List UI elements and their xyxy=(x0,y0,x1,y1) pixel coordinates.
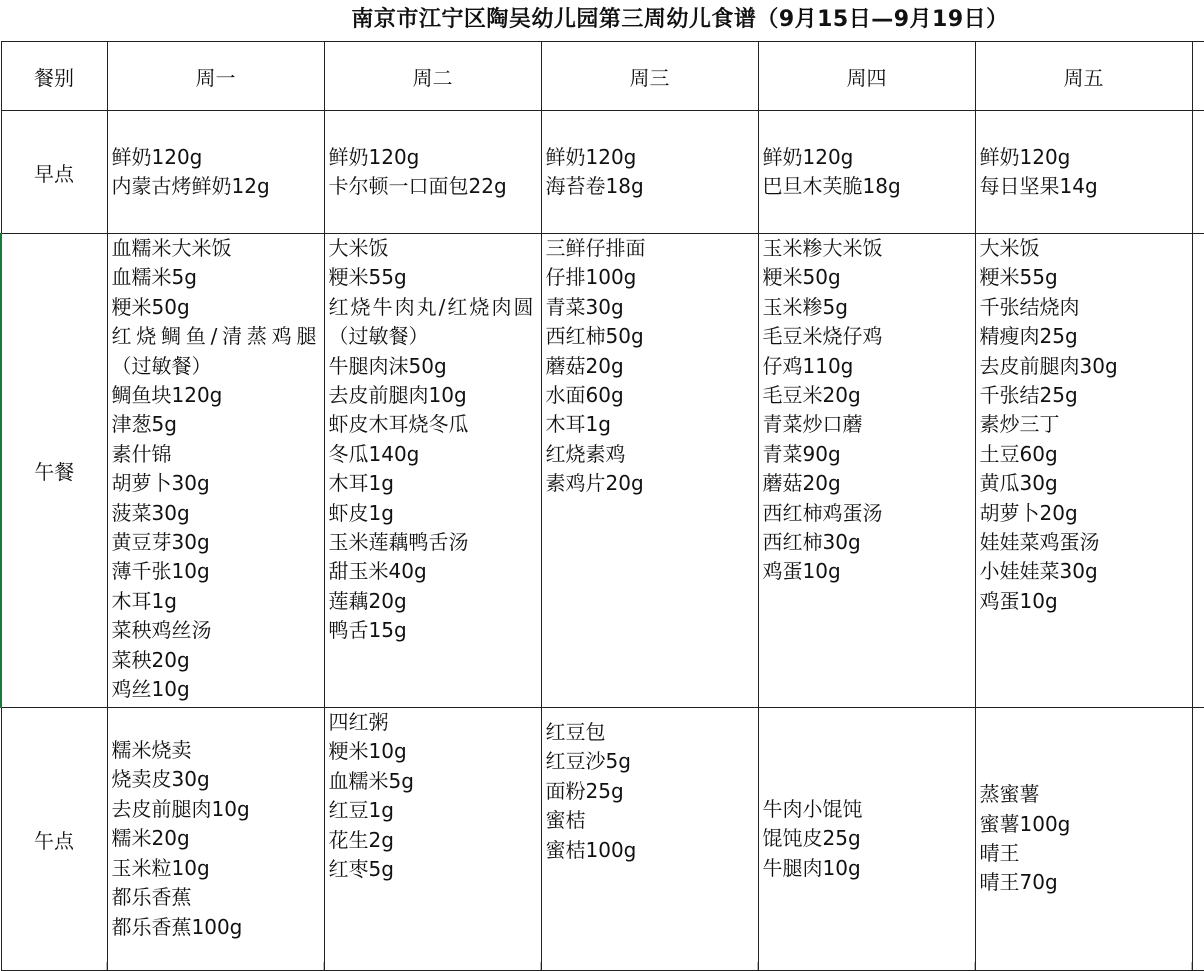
menu-item: 牛肉小馄饨 xyxy=(762,796,863,821)
menu-item: 西红柿鸡蛋汤 xyxy=(762,500,883,525)
menu-item: 青菜30g xyxy=(545,294,624,319)
menu-item: 毛豆米烧仔鸡 xyxy=(762,324,883,349)
menu-cell xyxy=(975,234,1192,708)
menu-item: 红烧牛肉丸/红烧肉圆（过敏餐） xyxy=(328,294,534,349)
menu-item: 玉米莲藕鸭舌汤 xyxy=(328,530,469,555)
extra-cell xyxy=(1192,708,1204,971)
menu-item: 大米饭 xyxy=(328,236,389,260)
menu-cell xyxy=(107,234,324,708)
menu-cell xyxy=(975,708,1192,971)
menu-item: 鲜奶120g xyxy=(111,144,203,169)
menu-item: 西红柿30g xyxy=(762,530,861,555)
menu-item: 鸡蛋10g xyxy=(762,559,841,584)
menu-item: 大米饭 xyxy=(979,236,1040,260)
menu-item: 素什锦 xyxy=(111,441,172,466)
menu-item: 冬瓜140g xyxy=(328,441,420,466)
menu-cell xyxy=(758,111,975,234)
menu-item: 血糯米5g xyxy=(111,265,197,290)
menu-item: 晴王70g xyxy=(979,870,1058,895)
menu-item: 青菜90g xyxy=(762,441,841,466)
menu-item: 胡萝卜20g xyxy=(979,500,1078,525)
menu-item: 菜秧20g xyxy=(111,647,190,672)
menu-item: 虾皮木耳烧冬瓜 xyxy=(328,412,469,437)
menu-item: 莲藕20g xyxy=(328,588,407,613)
menu-item: 西红柿50g xyxy=(545,324,644,349)
menu-item: 蘑菇20g xyxy=(545,353,624,378)
menu-item: 糯米20g xyxy=(111,826,190,851)
menu-item: 精瘦肉25g xyxy=(979,324,1078,349)
menu-item: 巴旦木芙脆18g xyxy=(762,174,901,198)
menu-item: 蘑菇20g xyxy=(762,471,841,496)
menu-item: 鲜奶120g xyxy=(328,144,420,169)
menu-cell xyxy=(107,111,324,234)
menu-item: 红枣5g xyxy=(328,857,394,882)
menu-cell xyxy=(541,234,758,708)
menu-item: 黄豆芽30g xyxy=(111,530,210,555)
meal-row-lunch xyxy=(1,234,1204,708)
menu-item: 津葱5g xyxy=(111,412,177,437)
extra-cell xyxy=(1192,234,1204,708)
menu-item: 虾皮1g xyxy=(328,500,394,525)
meal-label-lunch: 午餐 xyxy=(1,234,107,708)
extra-column xyxy=(1192,42,1204,111)
header-row xyxy=(1,42,1204,111)
menu-item: 去皮前腿肉30g xyxy=(979,353,1118,378)
menu-item: 面粉25g xyxy=(545,778,624,803)
menu-item: 仔排100g xyxy=(545,265,637,290)
menu-item: 胡萝卜30g xyxy=(111,471,210,496)
menu-item: 牛腿肉沫50g xyxy=(328,353,447,378)
menu-item: 烧卖皮30g xyxy=(111,767,210,792)
menu-item: 海苔卷18g xyxy=(545,174,644,198)
menu-item: 蒸蜜薯 xyxy=(979,782,1040,807)
menu-item: 玉米糁5g xyxy=(762,294,848,319)
meal-column-header: 餐别 xyxy=(1,42,107,111)
menu-cell xyxy=(541,708,758,971)
menu-item: 卡尔顿一口面包22g xyxy=(328,174,507,198)
menu-item: 鲜奶120g xyxy=(979,144,1071,169)
menu-item: 小娃娃菜30g xyxy=(979,559,1098,584)
menu-item: 每日坚果14g xyxy=(979,174,1098,198)
meal-row-snack xyxy=(1,708,1204,971)
menu-item: 毛豆米20g xyxy=(762,383,861,408)
extra-cell xyxy=(1192,111,1204,234)
meal-label-breakfast: 早点 xyxy=(1,111,107,234)
menu-item: 粳米50g xyxy=(762,265,841,290)
day-header-mon: 周一 xyxy=(107,42,324,111)
menu-item: 千张结25g xyxy=(979,383,1078,408)
menu-item: 薄千张10g xyxy=(111,559,210,584)
menu-item: 千张结烧肉 xyxy=(979,294,1080,319)
meal-label-snack: 午点 xyxy=(1,708,107,971)
menu-item: 血糯米大米饭 xyxy=(111,236,232,260)
menu-item: 玉米粒10g xyxy=(111,855,210,880)
menu-item: 鸡蛋10g xyxy=(979,588,1058,613)
day-header-tue: 周二 xyxy=(324,42,541,111)
menu-item: 糯米烧卖 xyxy=(111,738,192,763)
menu-item: 鸡丝10g xyxy=(111,677,190,702)
menu-item: 素鸡片20g xyxy=(545,471,644,496)
menu-item: 鲷鱼块120g xyxy=(111,383,223,408)
menu-cell xyxy=(541,111,758,234)
menu-item: 菜秧鸡丝汤 xyxy=(111,618,212,643)
menu-item: 红烧素鸡 xyxy=(545,441,626,466)
menu-item: 都乐香蕉 xyxy=(111,885,192,910)
menu-table xyxy=(0,41,1204,971)
menu-item: 血糯米5g xyxy=(328,768,414,793)
menu-item: 娃娃菜鸡蛋汤 xyxy=(979,530,1100,555)
menu-item: 去皮前腿肉10g xyxy=(111,796,250,821)
menu-item: 素炒三丁 xyxy=(979,412,1060,437)
day-header-fri: 周五 xyxy=(975,42,1192,111)
menu-item: 都乐香蕉100g xyxy=(111,914,243,939)
menu-item: 内蒙古烤鲜奶12g xyxy=(111,174,270,198)
menu-item: 蜜桔100g xyxy=(545,837,637,862)
menu-item: 蜜薯100g xyxy=(979,811,1071,836)
menu-item: 牛腿肉10g xyxy=(762,855,861,880)
menu-cell xyxy=(324,234,541,708)
menu-item: 红豆沙5g xyxy=(545,749,631,774)
menu-item: 馄饨皮25g xyxy=(762,826,861,851)
menu-item: 红烧鲷鱼/清蒸鸡腿（过敏餐） xyxy=(111,324,317,378)
menu-cell xyxy=(758,234,975,708)
menu-item: 青菜炒口蘑 xyxy=(762,412,863,437)
day-header-thu: 周四 xyxy=(758,42,975,111)
menu-item: 土豆60g xyxy=(979,441,1058,466)
menu-cell xyxy=(758,708,975,971)
menu-cell xyxy=(107,708,324,971)
menu-item: 粳米50g xyxy=(111,294,190,319)
meal-row-breakfast xyxy=(1,111,1204,234)
menu-cell xyxy=(324,111,541,234)
menu-item: 玉米糁大米饭 xyxy=(762,236,883,260)
menu-item: 木耳1g xyxy=(545,412,611,437)
menu-item: 鸭舌15g xyxy=(328,618,407,643)
menu-item: 粳米10g xyxy=(328,739,407,764)
menu-cell xyxy=(975,111,1192,234)
menu-item: 蜜桔 xyxy=(545,808,586,833)
menu-item: 四红粥 xyxy=(328,710,389,734)
table-bottom-edge xyxy=(0,962,1204,970)
menu-item: 水面60g xyxy=(545,383,624,408)
menu-item: 粳米55g xyxy=(979,265,1058,290)
menu-item: 红豆包 xyxy=(545,720,606,744)
menu-item: 木耳1g xyxy=(111,588,177,613)
menu-item: 粳米55g xyxy=(328,265,407,290)
menu-item: 黄瓜30g xyxy=(979,471,1058,496)
menu-item: 晴王 xyxy=(979,841,1020,865)
menu-item: 去皮前腿肉10g xyxy=(328,383,467,408)
menu-item: 鲜奶120g xyxy=(545,144,637,169)
page-title: 南京市江宁区陶吴幼儿园第三周幼儿食谱（9月15日—9月19日） xyxy=(351,7,1009,32)
menu-item: 鲜奶120g xyxy=(762,144,854,169)
menu-item: 仔鸡110g xyxy=(762,353,854,378)
menu-item: 甜玉米40g xyxy=(328,559,427,584)
menu-item: 红豆1g xyxy=(328,798,394,823)
menu-cell xyxy=(324,708,541,971)
menu-item: 三鲜仔排面 xyxy=(545,236,646,260)
day-header-wed: 周三 xyxy=(541,42,758,111)
menu-item: 花生2g xyxy=(328,827,394,852)
menu-item: 菠菜30g xyxy=(111,500,190,525)
menu-item: 木耳1g xyxy=(328,471,394,496)
